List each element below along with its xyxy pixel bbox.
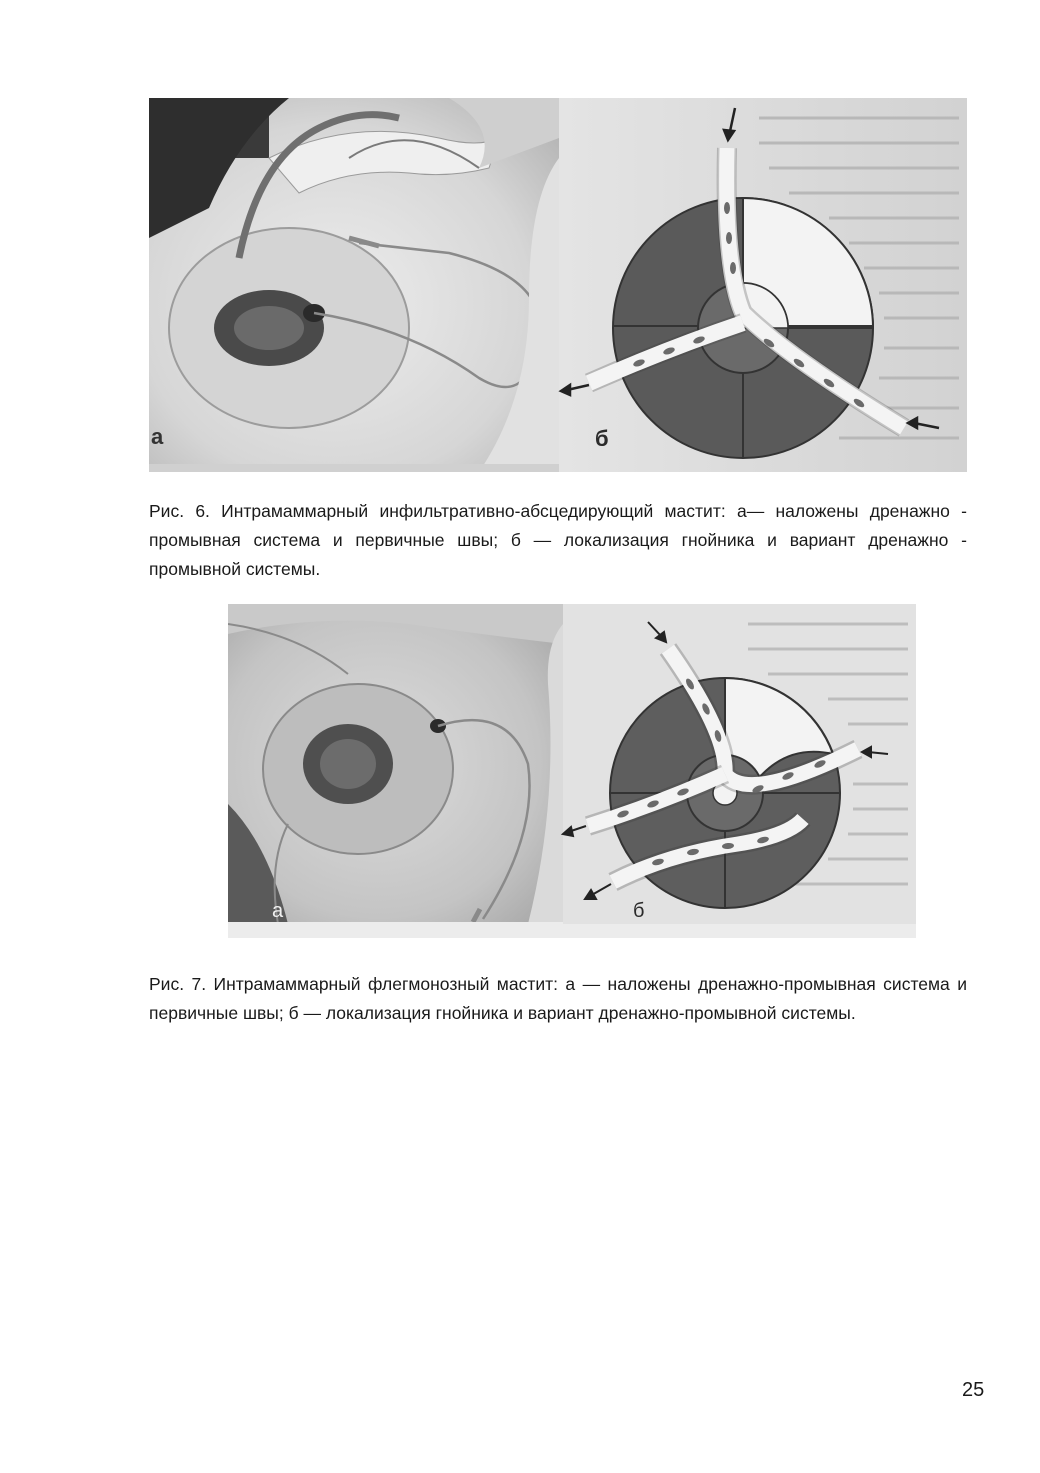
panel-b-label: б [633,900,645,922]
page-number: 25 [962,1379,985,1401]
figure-7 [228,604,916,938]
figure-7-caption: Рис. 7. Интрамаммарный флегмонозный мастит: а — наложены дренажно-промывная система и первичные швы; б — локализация гнойника и вариант дренажно-промывной системы. [149,974,967,1023]
figure-6-caption: Рис. 6. Интрамаммарный инфильтративно-абсцедирующий мастит: а— наложены дренажно - промывная система и первичные швы; б — локализация гнойника и вариант дренажно - промывной системы. [149,501,967,579]
panel-a-label: а [272,900,284,922]
figure-7-graphic [228,604,916,938]
panel-a-label: а [151,424,164,449]
figure-6-graphic [149,98,967,472]
diagram-panel-b [563,604,916,924]
panel-b-label: б [595,426,609,451]
diagram-panel-b [559,98,967,472]
figure-6 [149,98,967,472]
photo-panel-a [149,98,559,472]
